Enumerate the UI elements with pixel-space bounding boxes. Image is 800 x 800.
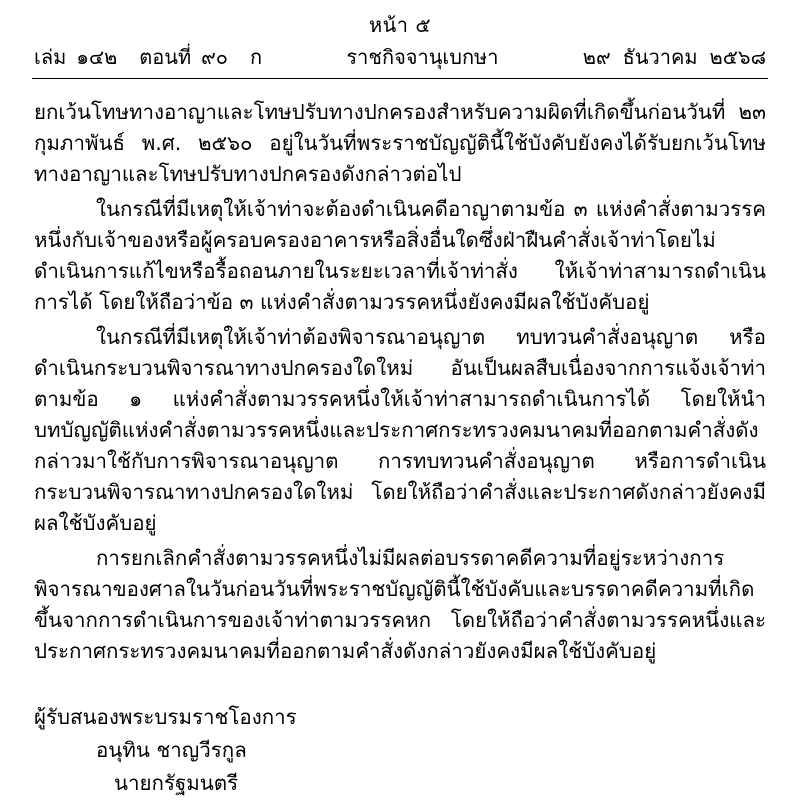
gazette-title: ราชกิจจานุเบกษา	[346, 45, 499, 69]
document-body	[30, 97, 770, 667]
date-year: ๒๕๖๘	[709, 45, 766, 69]
page-header	[30, 42, 770, 72]
paragraph-continued: ยกเว้นโทษทางอาญาและโทษปรับทางปกครองสำหรับความผิดที่เกิดขึ้นก่อนวันที่ ๒๓ กุมภาพันธ์ พ.ศ. ๒๕๖๐ อยู่ในวันที่พระราชบัญญัตินี้ใช้บังคับยังคงได้รับยกเว้นโทษทางอาญาและโทษปรับทางปกครองดังกล่าวต่อไป	[34, 100, 766, 186]
date-month: ธันวาคม	[622, 45, 698, 69]
signer-name: อนุทิน ชาญวีรกูล	[96, 738, 247, 762]
header-volume-part	[34, 42, 262, 72]
volume-label: เล่ม	[34, 45, 67, 69]
signature-block	[30, 701, 770, 800]
date-day: ๒๙	[582, 45, 611, 69]
signer-title: นายกรัฐมนตรี	[114, 771, 239, 795]
paragraph-revocation: การยกเลิกคำสั่งตามวรรคหนึ่งไม่มีผลต่อบรรดาคดีความที่อยู่ระหว่างการพิจารณาของศาลในวันก่อนวันที่พระราชบัญญัตินี้ใช้บังคับและบรรดาคดีความที่เกิดขึ้นจากการดำเนินการของเจ้าท่าตามวรรคหก โดยให้ถือว่าคำสั่งตามวรรคหนึ่งและประกาศกระทรวงคมนาคมที่ออกตามคำสั่งดังกล่าวยังคงมีผลใช้บังคับอยู่	[34, 546, 766, 663]
page-number: หน้า ๕	[368, 13, 432, 37]
part-suffix: ก	[250, 45, 263, 69]
header-date	[583, 42, 766, 72]
volume-number: ๑๔๒	[76, 45, 118, 69]
paragraph-case-permit: ในกรณีที่มีเหตุให้เจ้าท่าต้องพิจารณาอนุญาต ทบทวนคำสั่งอนุญาต หรือดำเนินกระบวนพิจารณาทางปกครองใดใหม่ อันเป็นผลสืบเนื่องจากการแจ้งเจ้าท่าตามข้อ ๑ แห่งคำสั่งตามวรรคหนึ่งให้เจ้าท่าสามารถดำเนินการได้ โดยให้นำบทบัญญัติแห่งคำสั่งตามวรรคหนึ่งและประกาศกระทรวงคมนาคมที่ออกตามคำสั่งดังกล่าวมาใช้กับการพิจารณาอนุญาต การทบทวนคำสั่งอนุญาต หรือการดำเนินกระบวนพิจารณาทางปกครองใดใหม่ โดยให้ถือว่าคำสั่งและประกาศดังกล่าวยังคงมีผลใช้บังคับอยู่	[34, 325, 766, 535]
header-divider	[32, 78, 768, 79]
part-label: ตอนที่	[139, 45, 192, 69]
paragraph-case-criminal: ในกรณีที่มีเหตุให้เจ้าท่าจะต้องดำเนินคดีอาญาตามข้อ ๓ แห่งคำสั่งตามวรรคหนึ่งกับเจ้าของหรือผู้ครอบครองอาคารหรือสิ่งอื่นใดซึ่งฝ่าฝืนคำสั่งเจ้าท่าโดยไม่ดำเนินการแก้ไขหรือรื้อถอนภายในระยะเวลาที่เจ้าท่าสั่ง ให้เจ้าท่าสามารถดำเนินการได้ โดยให้ถือว่าข้อ ๓ แห่งคำสั่งตามวรรคหนึ่งยังคงมีผลใช้บังคับอยู่	[34, 197, 766, 314]
part-number: ๙๐	[201, 45, 229, 69]
countersign-label: ผู้รับสนองพระบรมราชโองการ	[34, 705, 297, 729]
